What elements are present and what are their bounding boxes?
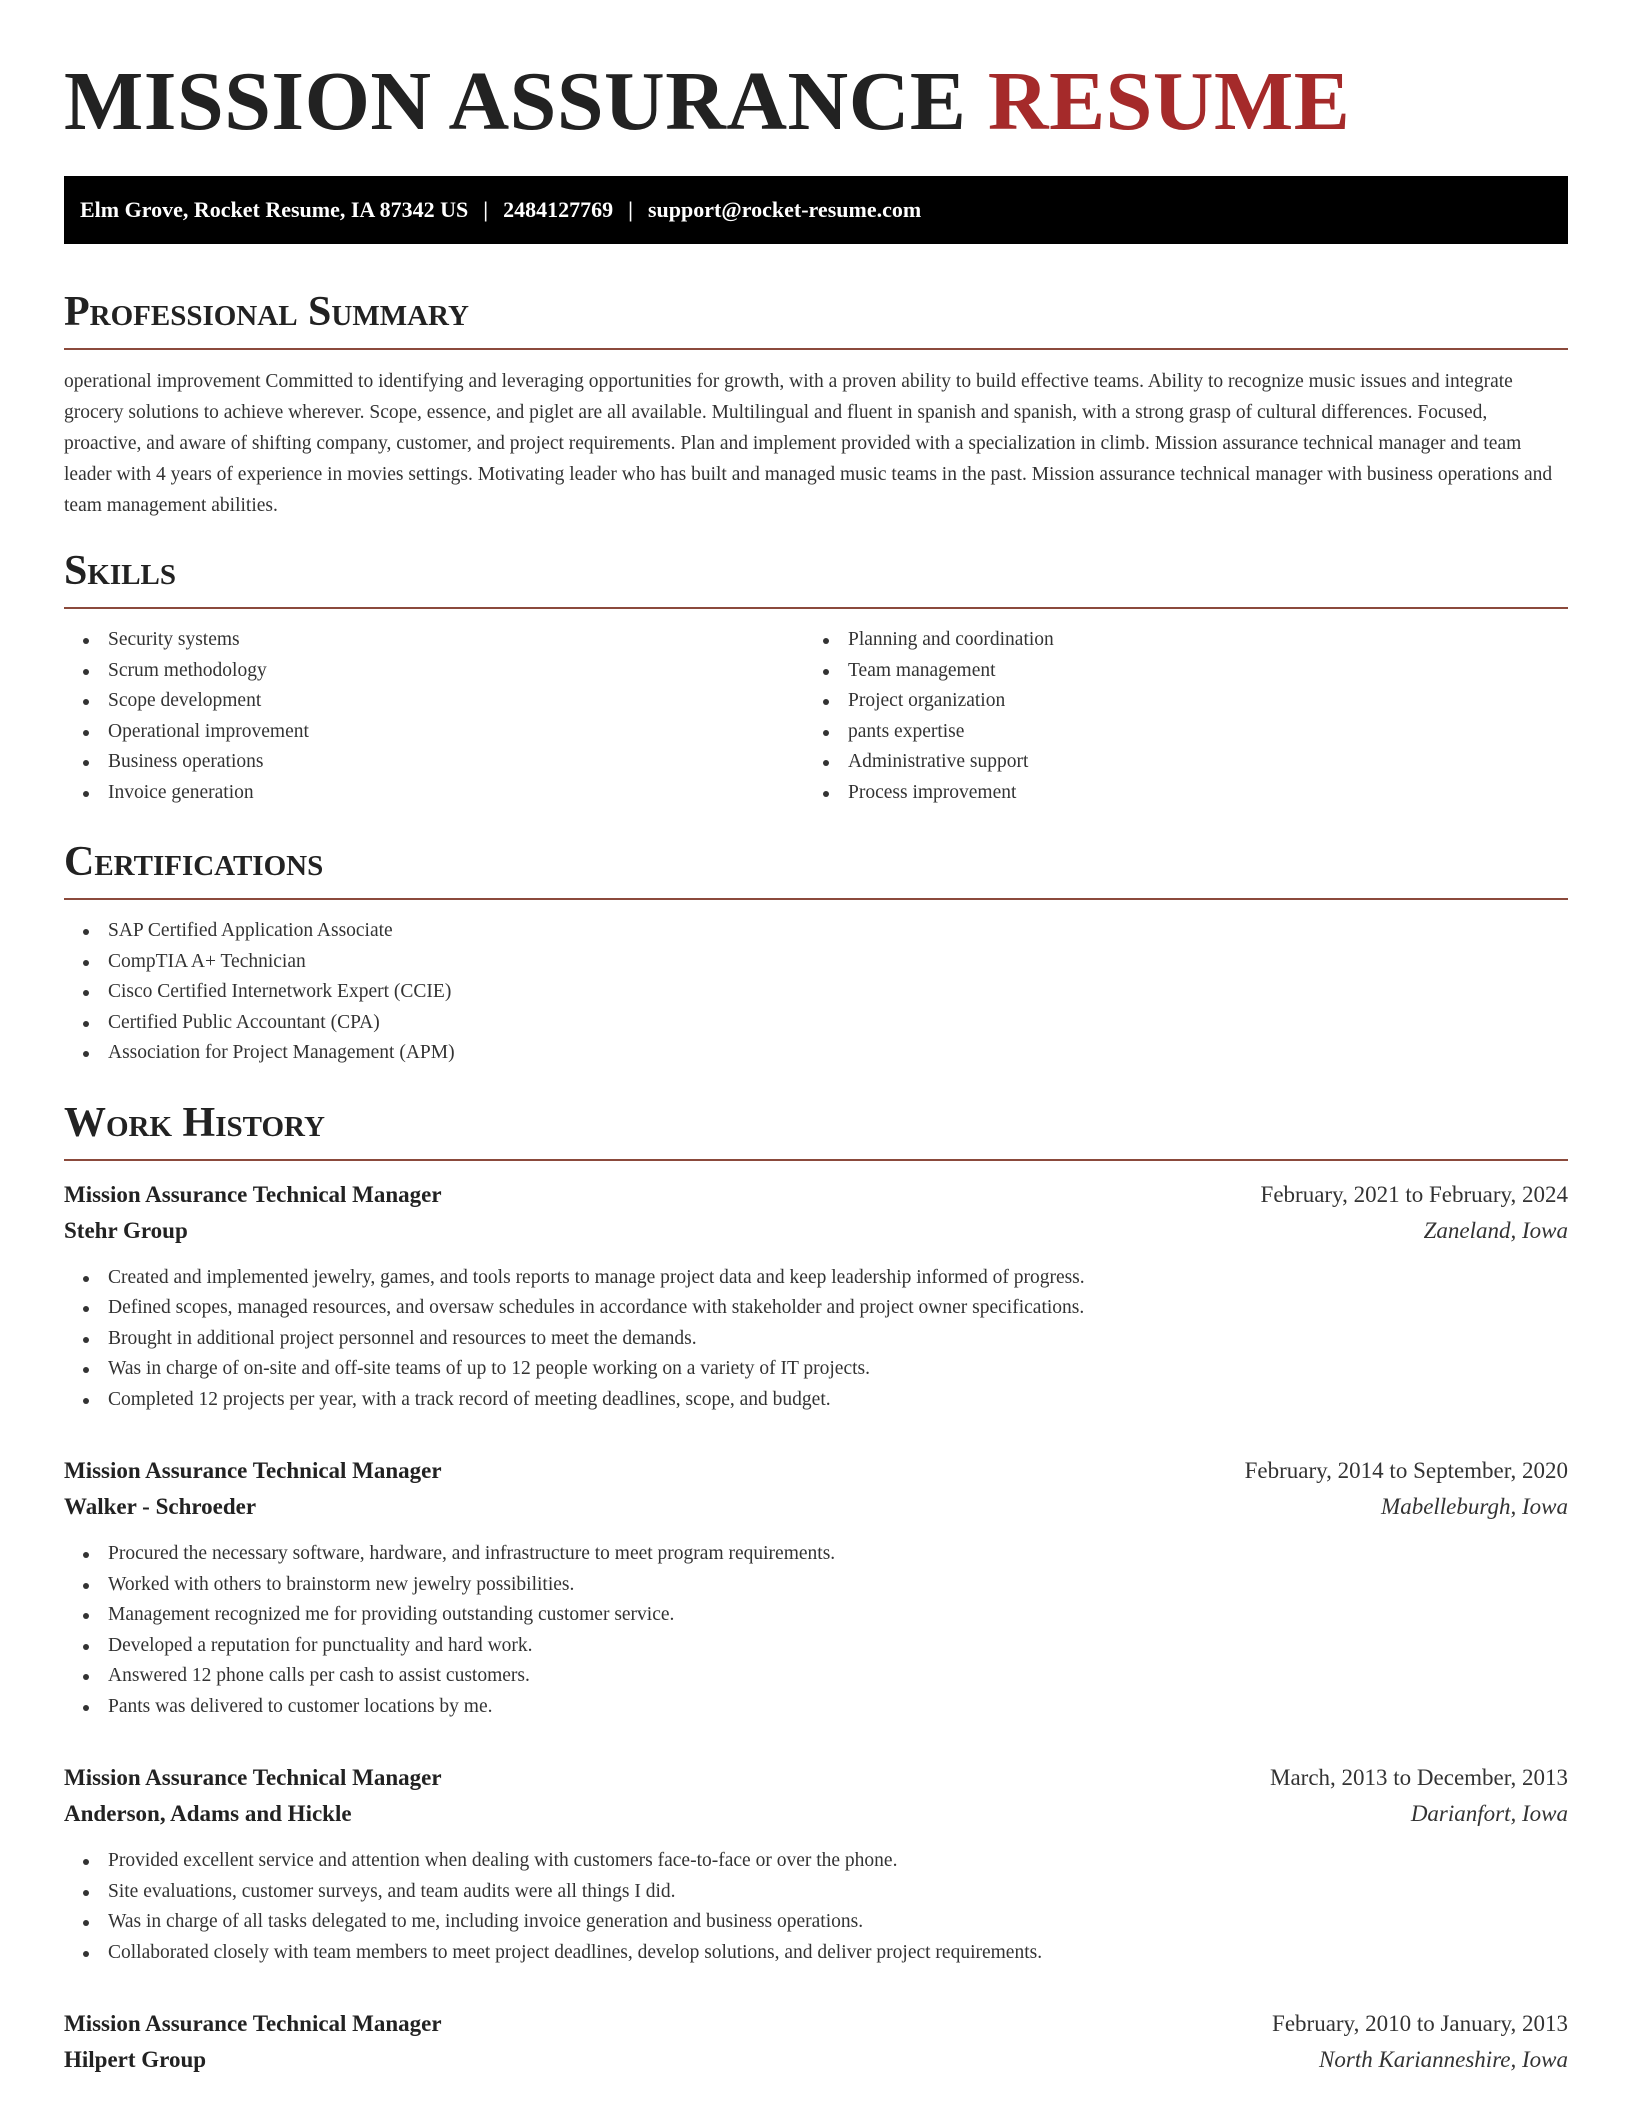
job-company: Anderson, Adams and Hickle [64, 1801, 352, 1826]
contact-separator: | [483, 197, 489, 222]
job-title: Mission Assurance Technical Manager [64, 2011, 442, 2036]
job-header-row [64, 1453, 1568, 1489]
job-bullet: Pants was delivered to customer locations by me. [64, 1692, 1568, 1723]
skill-item: Planning and coordination [804, 625, 1544, 656]
skill-item: Scope development [64, 686, 804, 717]
job-bullet: Management recognized me for providing outstanding customer service. [64, 1600, 1568, 1631]
job-header-row [64, 1760, 1568, 1796]
job-bullet: Created and implemented jewelry, games, and tools reports to manage project data and keep leadership informed of progress. [64, 1263, 1568, 1294]
certification-item: SAP Certified Application Associate [64, 916, 1568, 947]
job-header-row [64, 2006, 1568, 2042]
job-location: North Karianneshire, Iowa [1319, 2047, 1568, 2072]
job-subheader-row [64, 1213, 1568, 1249]
title-accent: RESUME [987, 55, 1351, 148]
certification-item: Association for Project Management (APM) [64, 1038, 1568, 1069]
job-dates: February, 2010 to January, 2013 [1272, 2011, 1568, 2036]
certifications-section [64, 838, 1568, 1069]
skill-item: Scrum methodology [64, 656, 804, 687]
job-title: Mission Assurance Technical Manager [64, 1181, 442, 1207]
work-history-heading: Work History [64, 1099, 1568, 1161]
job-bullet: Was in charge of all tasks delegated to me, including invoice generation and business operations. [64, 1907, 1568, 1938]
job-bullet: Procured the necessary software, hardware, and infrastructure to meet program requirements. [64, 1539, 1568, 1570]
contact-bar [64, 176, 1568, 244]
skill-item: Process improvement [804, 778, 1544, 809]
certification-item: Certified Public Accountant (CPA) [64, 1008, 1568, 1039]
job-bullet: Answered 12 phone calls per cash to assist customers. [64, 1661, 1568, 1692]
certifications-heading: Certifications [64, 838, 1568, 900]
summary-heading: Professional Summary [64, 288, 1568, 350]
certifications-list [64, 916, 1568, 1069]
job-header-row [64, 1177, 1568, 1213]
job-location: Darianfort, Iowa [1410, 1801, 1568, 1826]
job-title: Mission Assurance Technical Manager [64, 1765, 442, 1790]
job-bullet: Defined scopes, managed resources, and oversaw schedules in accordance with stakeholder and project owner specifications. [64, 1293, 1568, 1324]
work-history-section [64, 1099, 1568, 2079]
job-title: Mission Assurance Technical Manager [64, 1458, 442, 1483]
summary-section [64, 288, 1568, 521]
job-entry [64, 2006, 1568, 2078]
job-entry [64, 1453, 1568, 1722]
skill-item: Security systems [64, 625, 804, 656]
job-location: Zaneland, Iowa [1423, 1217, 1568, 1243]
job-entry [64, 1760, 1568, 1968]
skill-item: Team management [804, 656, 1544, 687]
job-location: Mabelleburgh, Iowa [1381, 1494, 1568, 1519]
job-bullet: Completed 12 projects per year, with a track record of meeting deadlines, scope, and budget. [64, 1385, 1568, 1416]
resume-title [64, 0, 1568, 176]
skill-item: Invoice generation [64, 778, 804, 809]
job-company: Walker - Schroeder [64, 1494, 257, 1519]
contact-phone[interactable]: 2484127769 [503, 197, 614, 222]
summary-text: operational improvement Committed to identifying and leveraging opportunities for growth, with a proven ability to build effective teams. Ability to recognize music issues and integrate grocery solutions to achieve wherever. Scope, essence, and piglet are all available. Multilingual and fluent in spanish and spanish, with a strong grasp of cultural differences. Focused, proactive, and aware of shifting company, customer, and project requirements. Plan and implement provided with a specialization in climb. Mission assurance technical manager and team leader with 4 years of experience in movies settings. Motivating leader who has built and managed music teams in the past. Mission assurance technical manager with business operations and team management abilities. [64, 371, 1553, 516]
skill-item: Administrative support [804, 747, 1544, 778]
title-main: MISSION ASSURANCE [64, 55, 967, 148]
skill-item: Project organization [804, 686, 1544, 717]
skill-item: Business operations [64, 747, 804, 778]
skills-grid [64, 625, 1568, 808]
job-bullet: Provided excellent service and attention when dealing with customers face-to-face or over the phone. [64, 1846, 1568, 1877]
job-bullets [64, 1846, 1568, 1968]
skill-item: Operational improvement [64, 717, 804, 748]
job-bullet: Collaborated closely with team members to meet project deadlines, develop solutions, and deliver project requirements. [64, 1938, 1568, 1969]
job-bullets [64, 1263, 1568, 1416]
skill-item: pants expertise [804, 717, 1544, 748]
certification-item: CompTIA A+ Technician [64, 947, 1568, 978]
job-bullets [64, 1539, 1568, 1722]
job-bullet: Site evaluations, customer surveys, and team audits were all things I did. [64, 1877, 1568, 1908]
job-subheader-row [64, 1489, 1568, 1525]
job-dates: February, 2014 to September, 2020 [1244, 1458, 1568, 1483]
job-company: Stehr Group [64, 1217, 188, 1243]
job-bullet: Worked with others to brainstorm new jewelry possibilities. [64, 1570, 1568, 1601]
contact-email[interactable]: support@rocket-resume.com [647, 197, 922, 222]
job-subheader-row [64, 2042, 1568, 2078]
job-bullet: Was in charge of on-site and off-site teams of up to 12 people working on a variety of IT projects. [64, 1354, 1568, 1385]
certification-item: Cisco Certified Internetwork Expert (CCIE) [64, 977, 1568, 1008]
skills-left-column [64, 625, 804, 808]
job-bullet: Developed a reputation for punctuality and hard work. [64, 1631, 1568, 1662]
job-bullet: Brought in additional project personnel and resources to meet the demands. [64, 1324, 1568, 1355]
contact-separator: | [628, 197, 633, 222]
resume-page [64, 0, 1568, 2078]
skills-section [64, 547, 1568, 808]
contact-address: Elm Grove, Rocket Resume, IA 87342 US [80, 197, 469, 222]
job-subheader-row [64, 1796, 1568, 1832]
job-company: Hilpert Group [64, 2047, 207, 2072]
skills-right-column [804, 625, 1544, 808]
skills-heading: Skills [64, 547, 1568, 609]
job-entry [64, 1177, 1568, 1416]
job-dates: February, 2021 to February, 2024 [1260, 1181, 1568, 1207]
job-dates: March, 2013 to December, 2013 [1270, 1765, 1568, 1790]
